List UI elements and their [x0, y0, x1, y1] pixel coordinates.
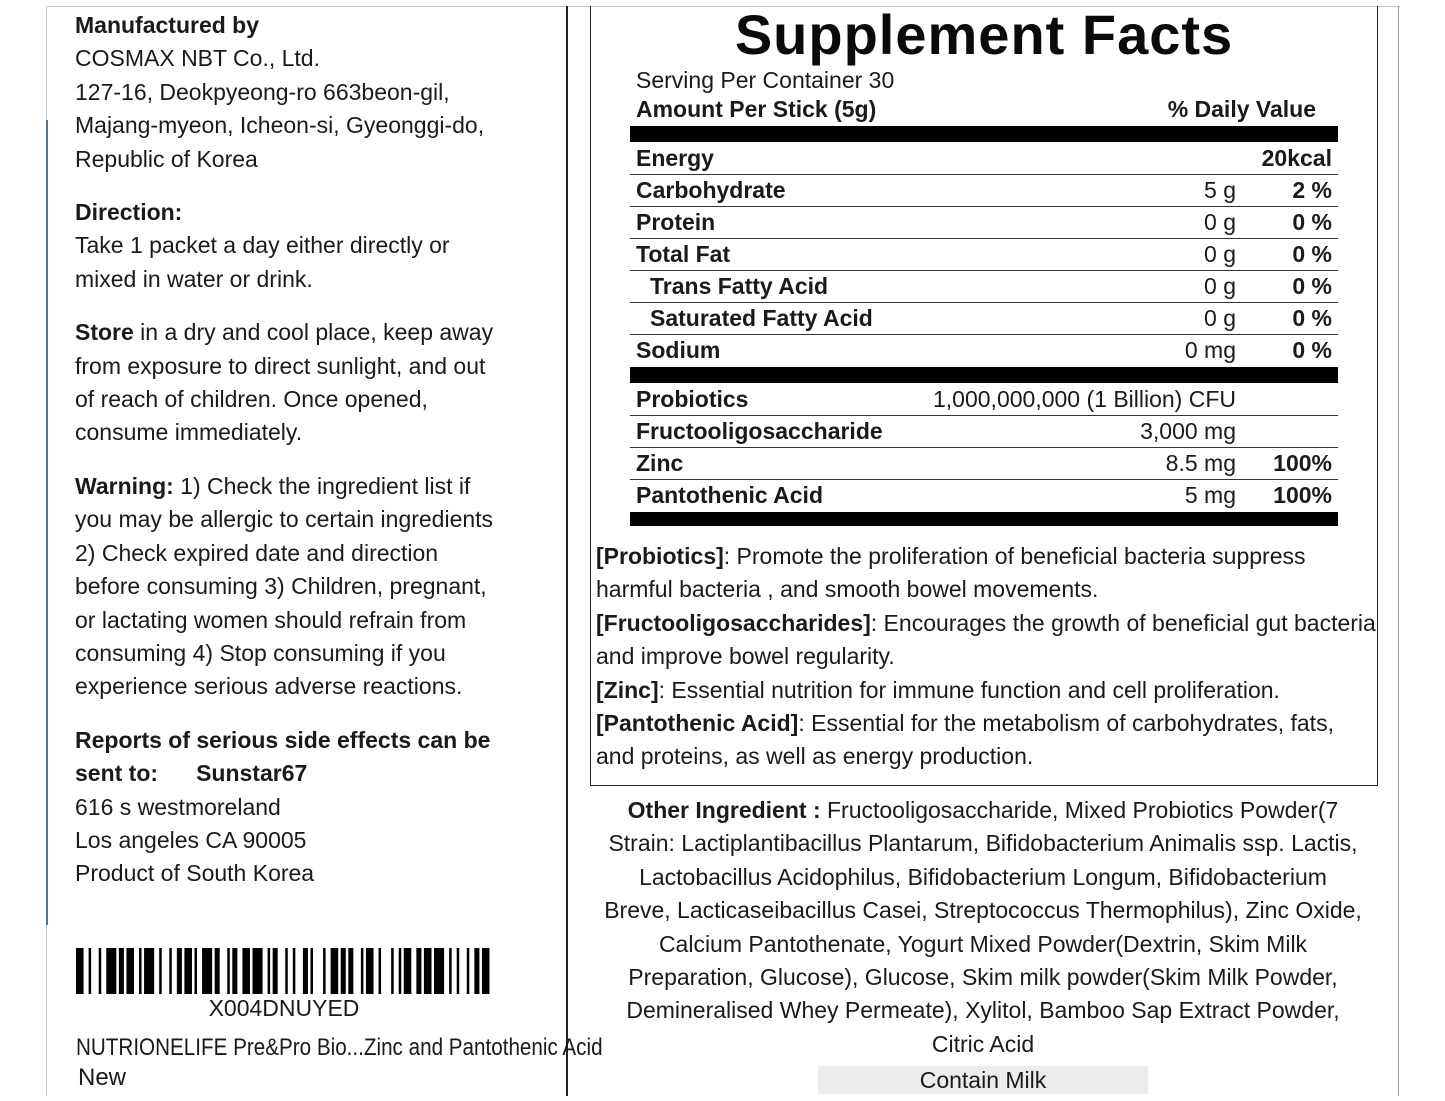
- direction-line: mixed in water or drink.: [75, 265, 313, 292]
- nutrient-name: Sodium: [636, 337, 721, 363]
- product-name: NUTRIONELIFE Pre&Pro Bio...Zinc and Pantothenic Acid: [76, 1034, 603, 1061]
- barcode-bar: [361, 948, 364, 994]
- other-ingredient-text: Fructooligosaccharide, Mixed Probiotics Powder(7: [820, 797, 1339, 823]
- product-condition: New: [78, 1064, 127, 1091]
- warning-bold: Warning:: [75, 472, 174, 499]
- barcode-bar: [379, 948, 382, 994]
- active-amount: 5 mg: [1184, 482, 1236, 508]
- warning-line: or lactating women should refrain from: [75, 606, 467, 633]
- other-ingredient-line: Preparation, Glucose), Glucose, Skim milk powder(Skim Milk Powder,: [628, 964, 1338, 991]
- spacer: [75, 704, 555, 724]
- nutrient-amount: 0 g: [1204, 305, 1236, 331]
- description-paragraph: [596, 707, 1376, 774]
- nutrient-table: [630, 143, 1338, 367]
- active-row: [630, 480, 1338, 512]
- barcode-bar: [399, 948, 402, 994]
- reports-line: [75, 757, 555, 790]
- label-left-column: [75, 9, 555, 891]
- barcode-bar: [126, 948, 134, 994]
- spacer: [75, 296, 555, 316]
- description-paragraph: [596, 540, 1376, 607]
- warning-line: experience serious adverse reactions.: [75, 673, 463, 700]
- barcode-bar: [348, 948, 353, 994]
- barcode-bar: [169, 948, 172, 994]
- manufacturer-line: Majang-myeon, Icheon-si, Gyeonggi-do,: [75, 112, 485, 139]
- barcode-bar: [366, 948, 374, 994]
- description-term: [Pantothenic Acid]: [596, 710, 799, 737]
- nutrient-name: Protein: [636, 209, 716, 235]
- nutrient-row: [630, 303, 1338, 335]
- nutrient-daily-value: 0 %: [1292, 337, 1332, 363]
- barcode-bar: [310, 948, 313, 994]
- barcode-bar: [434, 948, 444, 994]
- active-name: Zinc: [636, 450, 684, 476]
- barcode-bar: [285, 948, 288, 994]
- warning-text: 1) Check the ingredient list if: [173, 472, 471, 499]
- barcode-bar: [119, 948, 124, 994]
- barcode-bar: [467, 948, 470, 994]
- store-line: [75, 316, 555, 349]
- barcode-bar: [159, 948, 162, 994]
- description-term: [Probiotics]: [596, 543, 724, 569]
- nutrient-amount: 0 g: [1204, 273, 1236, 299]
- barcode-bar: [194, 948, 197, 994]
- active-amount: 3,000 mg: [1140, 418, 1236, 444]
- barcode-bar: [99, 948, 102, 994]
- facts-title: Supplement Facts: [734, 3, 1234, 66]
- address-line: Product of South Korea: [75, 860, 315, 887]
- barcode-bar: [242, 948, 250, 994]
- nutrient-row: [630, 175, 1338, 207]
- store-text: in a dry and cool place, keep away: [133, 319, 494, 346]
- barcode-text: X004DNUYED: [208, 995, 360, 1021]
- barcode-bar: [76, 948, 84, 994]
- reports-sent-to: sent to:: [75, 760, 159, 787]
- nutrient-amount: 5 g: [1204, 177, 1236, 203]
- barcode-bar: [202, 948, 212, 994]
- other-ingredient-label: Other Ingredient :: [627, 797, 821, 823]
- barcode-bar: [232, 948, 237, 994]
- address-line: 616 s westmoreland: [75, 793, 281, 820]
- barcode-bar: [416, 948, 421, 994]
- barcode-bar: [404, 948, 412, 994]
- warning-line: before consuming 3) Children, pregnant,: [75, 573, 487, 600]
- store-line: of reach of children. Once opened,: [75, 386, 428, 413]
- nutrient-daily-value: 0 %: [1292, 305, 1332, 331]
- nutrient-amount: 0 mg: [1184, 337, 1236, 363]
- direction-line: Take 1 packet a day either directly or: [75, 232, 450, 259]
- warning-line: [75, 470, 555, 503]
- other-ingredient-line: Lactobacillus Acidophilus, Bifidobacterium Longum, Bifidobacterium: [639, 863, 1327, 890]
- other-ingredient-line: Calcium Pantothenate, Yogurt Mixed Powder(Dextrin, Skim Milk: [658, 930, 1308, 957]
- barcode-bar: [482, 948, 490, 994]
- nutrient-value: 20kcal: [1261, 145, 1332, 171]
- barcode-bar: [89, 948, 92, 994]
- description-term: [Zinc]: [596, 676, 659, 703]
- nutrient-name: Total Fat: [636, 241, 731, 267]
- other-ingredient-line: Demineralised Whey Permeate), Xylitol, Bamboo Sap Extract Powder,: [626, 997, 1340, 1024]
- barcode-bar: [184, 948, 192, 994]
- barcode-bar: [303, 948, 308, 994]
- nutrient-name: Trans Fatty Acid: [650, 273, 829, 299]
- nutrient-daily-value: 0 %: [1292, 273, 1332, 299]
- barcode-bar: [273, 948, 278, 994]
- reports-line: Reports of serious side effects can be: [75, 726, 491, 753]
- store-line: from exposure to direct sunlight, and out: [75, 352, 486, 379]
- description-text: : Promote the proliferation of beneficial bacteria suppress harmful bacteria , and smooth bowel movements.: [596, 543, 1306, 603]
- barcode-bar: [341, 948, 346, 994]
- active-row: [630, 384, 1338, 416]
- description-paragraph: [596, 607, 1376, 674]
- barcode-bar: [391, 948, 394, 994]
- manufacturer-heading: Manufactured by: [75, 12, 260, 38]
- description-text: : Essential nutrition for immune function and cell proliferation.: [658, 676, 1280, 703]
- active-amount: 1,000,000,000 (1 Billion) CFU: [933, 386, 1236, 412]
- barcode-bar: [331, 948, 339, 994]
- manufacturer-line: Republic of Korea: [75, 145, 258, 172]
- store-bold: Store: [75, 319, 134, 346]
- barcode-bar: [449, 948, 452, 994]
- barcode-bar: [144, 948, 154, 994]
- warning-line: 2) Check expired date and direction: [75, 539, 439, 566]
- nutrient-daily-value: 2 %: [1292, 177, 1332, 203]
- other-ingredient-line: [572, 794, 1394, 827]
- nutrient-amount: 0 g: [1204, 209, 1236, 235]
- active-amount: 8.5 mg: [1165, 450, 1236, 476]
- nutrient-row: [630, 335, 1338, 367]
- serving-per-container: Serving Per Container 30: [636, 67, 895, 93]
- nutrient-row-energy: [630, 143, 1338, 175]
- barcode-bar: [215, 948, 220, 994]
- facts-divider-thick: [630, 512, 1338, 526]
- description-text: : Encourages the growth of beneficial gut bacteria and improve bowel regularity.: [596, 609, 1376, 670]
- active-row: [630, 416, 1338, 448]
- description-text: : Essential for the metabolism of carbohydrates, fats, and proteins, as well as energy production.: [596, 710, 1334, 770]
- barcode-bar: [139, 948, 142, 994]
- barcode-bar: [293, 948, 296, 994]
- barcode-bar: [323, 948, 326, 994]
- active-name: Fructooligosaccharide: [636, 418, 883, 444]
- manufacturer-line: 127-16, Deokpyeong-ro 663beon-gil,: [75, 78, 450, 105]
- nutrient-daily-value: 0 %: [1292, 209, 1332, 235]
- column-divider: [566, 6, 568, 1096]
- nutrient-row: [630, 239, 1338, 271]
- allergen-notice: Contain Milk: [818, 1066, 1148, 1094]
- description-paragraph: [596, 674, 1376, 707]
- barcode-bar: [106, 948, 116, 994]
- spacer: [75, 450, 555, 470]
- spacer: [75, 176, 555, 196]
- amount-header: [636, 96, 1336, 126]
- facts-divider-thick: [630, 126, 1338, 142]
- active-name: Probiotics: [636, 386, 749, 412]
- amount-per-stick-label: Amount Per Stick (5g): [636, 96, 877, 122]
- other-ingredients: [572, 794, 1394, 1061]
- nutrient-name: Saturated Fatty Acid: [650, 305, 873, 331]
- frame-left-accent: [46, 120, 48, 925]
- ingredient-descriptions: [596, 540, 1376, 774]
- barcode-bar: [268, 948, 271, 994]
- nutrient-amount: 0 g: [1204, 241, 1236, 267]
- other-ingredient-line: Strain: Lactiplantibacillus Plantarum, Bifidobacterium Animalis ssp. Lactis,: [608, 830, 1358, 857]
- barcode-image: [76, 948, 492, 994]
- active-row: [630, 448, 1338, 480]
- reports-seller-name: Sunstar67: [196, 760, 308, 787]
- barcode-bar: [474, 948, 479, 994]
- other-ingredient-line: Citric Acid: [931, 1030, 1035, 1057]
- description-term: [Fructooligosaccharides]: [596, 609, 871, 636]
- active-name: Pantothenic Acid: [636, 482, 823, 508]
- nutrient-daily-value: 0 %: [1292, 241, 1332, 267]
- manufacturer-line: COSMAX NBT Co., Ltd.: [75, 45, 320, 72]
- active-daily-value: 100%: [1273, 482, 1332, 508]
- active-daily-value: 100%: [1273, 450, 1332, 476]
- active-ingredient-table: [630, 384, 1338, 512]
- nutrient-row: [630, 271, 1338, 303]
- nutrient-row: [630, 207, 1338, 239]
- warning-line: you may be allergic to certain ingredients: [75, 506, 494, 533]
- daily-value-label: % Daily Value: [1167, 96, 1316, 122]
- address-line: Los angeles CA 90005: [75, 826, 307, 853]
- nutrient-name: Energy: [636, 145, 714, 171]
- barcode-bar: [252, 948, 262, 994]
- warning-line: consuming 4) Stop consuming if you: [75, 639, 446, 666]
- barcode-bar: [424, 948, 432, 994]
- barcode-bar: [177, 948, 182, 994]
- store-line: consume immediately.: [75, 419, 303, 446]
- nutrient-name: Carbohydrate: [636, 177, 786, 203]
- frame-right-border: [1398, 6, 1399, 1096]
- direction-heading: Direction:: [75, 199, 183, 226]
- barcode-bar: [227, 948, 230, 994]
- facts-divider-thick: [630, 367, 1338, 383]
- barcode-bar: [457, 948, 460, 994]
- other-ingredient-line: Breve, Lacticaseibacillus Casei, Streptococcus Thermophilus), Zinc Oxide,: [604, 897, 1362, 924]
